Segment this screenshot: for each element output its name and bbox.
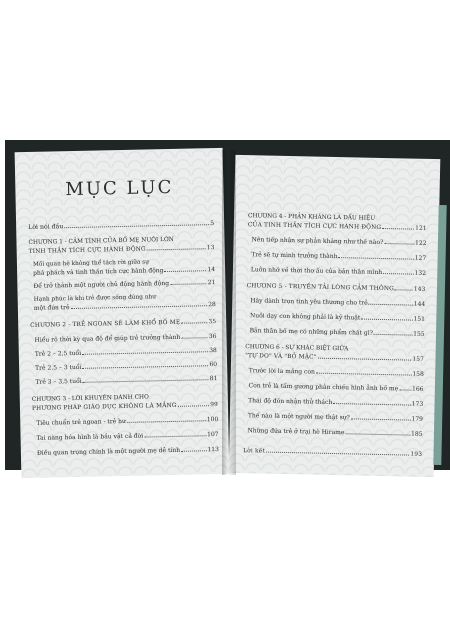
toc-entry: Nên tiếp nhận sự phản kháng như thế nào? 122	[251, 236, 427, 247]
toc-entry: Lời nói đầu 5	[28, 220, 215, 231]
toc-entry: Những đứa trẻ ở trại hè Hirame 185	[247, 427, 423, 438]
toc-entry: Trẻ 3 – 3,5 tuổi 81	[35, 375, 218, 386]
toc-entry: một đứa trẻ 28	[33, 301, 216, 312]
toc-entry: Hiểu rõ thời kỳ qua độ để giúp trẻ trưởng thành 36	[34, 333, 217, 344]
toc-entry: Nuôi dạy con không phải là kỹ thuật 151	[249, 312, 426, 323]
toc-entry-line: Mối quan hệ không thể tách rời giữa sự	[32, 259, 150, 268]
toc-chapter: PHƯƠNG PHÁP GIÁO DỤC KHÔNG LÀ MẮNG 99	[31, 402, 219, 412]
toc-chapter-line: CHƯƠNG 6 - SỰ KHÁC BIỆT GIỮA	[245, 344, 349, 353]
toc-entry: Bản thân bố mẹ có những phẩm chất gì? 155	[249, 327, 425, 338]
toc-entry: Trẻ 2 – 2,5 tuổi 38	[34, 347, 217, 358]
toc-entry: phá phách và tinh thần tích cực hành động 14	[33, 266, 216, 277]
toc-entry: Điều quan trọng chính là một người mẹ dễ tính 113	[36, 446, 219, 457]
toc-chapter: "TỰ DO" VÀ "BỎ MẶC" 157	[245, 353, 425, 363]
toc-entry: Tai nàng hóa hình là bầu vật cả đời 107	[36, 431, 219, 442]
toc-chapter-line: CHƯƠNG 1 - CẢM TÍNH CỦA BỐ MẸ NUÔI LỚN	[28, 236, 174, 246]
book-gutter	[222, 150, 236, 475]
toc-entry: Hãy dành trọn tình yêu thương cho trẻ 144	[250, 297, 426, 308]
toc-entry: Thế nào là một người mẹ thật sự? 179	[247, 412, 423, 423]
right-page	[229, 155, 441, 477]
toc-entry: Thái độ đón nhận thử thách 173	[248, 397, 424, 408]
toc-chapter: CỦA TINH THẦN TÍCH CỰC HÀNH ĐỘNG 121	[247, 222, 427, 232]
toc-entry: Luôn nhớ về thời thơ ấu của bản thân mình 132	[250, 266, 426, 277]
toc-chapter: Lời kết 193	[243, 448, 423, 458]
left-page	[15, 148, 230, 478]
toc-entry: Con trẻ là tấm gương phản chiếu hình ảnh bố mẹ 166	[248, 382, 424, 393]
toc-entry: Tiêu chuẩn trẻ ngoan - trẻ hư 100	[36, 416, 219, 427]
toc-entry-line: Hạnh phúc là khi trẻ được sống đúng như	[33, 294, 157, 303]
toc-entry: Trước lời la mắng con 158	[248, 367, 424, 378]
toc-title: MỤC LỤC	[65, 176, 174, 201]
toc-chapter-line: CHƯƠNG 3 - LỜI KHUYÊN DÀNH CHO	[31, 394, 149, 403]
toc-chapter: TINH THẦN TÍCH CỰC HÀNH ĐỘNG 13	[28, 245, 215, 255]
toc-chapter-line: CHƯƠNG 4 - PHẢN KHÁNG LÀ DẤU HIỆU	[248, 213, 376, 222]
toc-chapter: CHƯƠNG 2 - TRẺ NGOAN SẼ LÀM KHỔ BỐ MẸ 35	[30, 319, 217, 329]
toc-entry: Để trở thành một người chủ động hành động 21	[33, 279, 216, 290]
toc-entry: Trẻ sẽ tự mình trưởng thành 127	[251, 251, 427, 262]
toc-entry: Trẻ 2,5 – 3 tuổi 60	[35, 361, 218, 372]
toc-chapter: CHƯƠNG 5 - TRUYỀN TẢI LÒNG CẢM THÔNG 143	[246, 283, 426, 293]
